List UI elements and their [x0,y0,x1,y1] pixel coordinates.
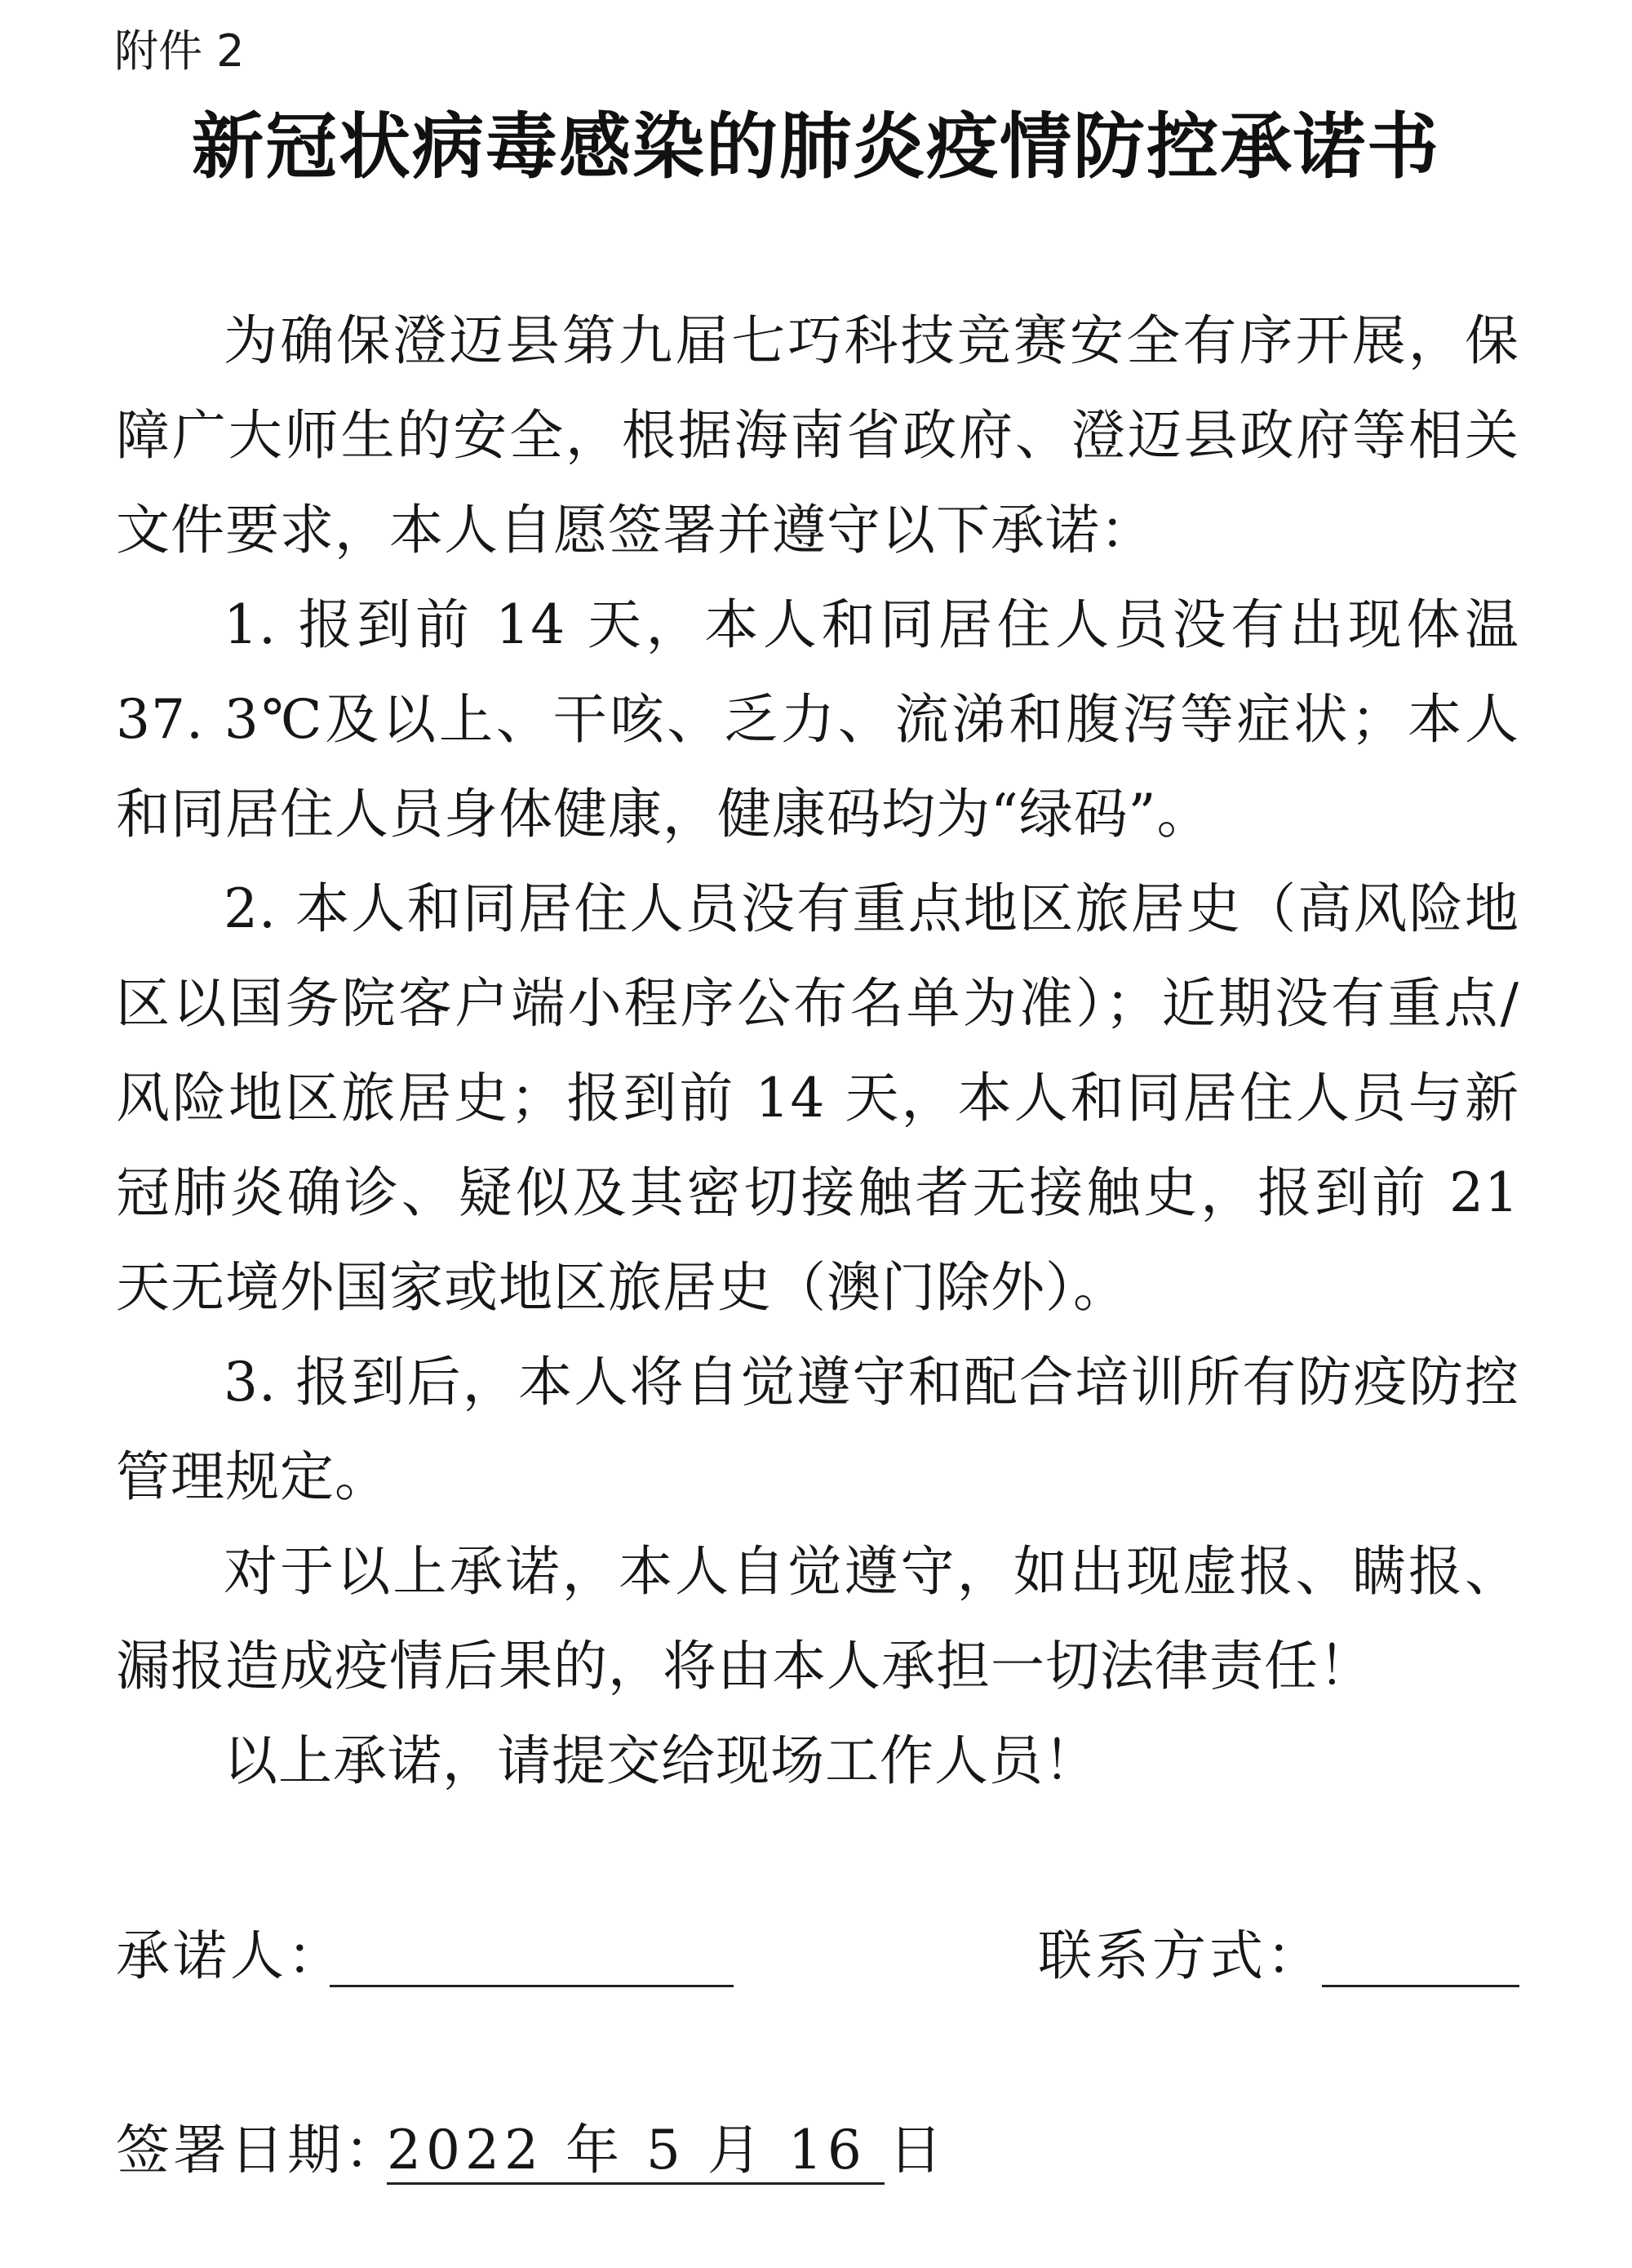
document-body [116,294,1519,1809]
liability-paragraph: 对于以上承诺，本人自觉遵守，如出现虚报、瞒报、漏报造成疫情后果的，将由本人承担一切法律责任！ [116,1540,1519,1698]
contact-blank-line[interactable] [1322,1920,1519,1987]
pledge-item-1: 1. 报到前 14 天，本人和同居住人员没有出现体温 37. 3℃及以上、干咳、乏力、流涕和腹泻等症状；本人和同居住人员身体健康，健康码均为“绿码”。 [116,593,1519,846]
pledge-item-3: 3. 报到后，本人将自觉遵守和配合培训所有防疫防控管理规定。 [116,1351,1519,1508]
pledge-item-2: 2. 本人和同居住人员没有重点地区旅居史（高风险地区以国务院客户端小程序公布名单为准）；近期没有重点/风险地区旅居史；报到前 14 天，本人和同居住人员与新冠肺炎确诊、疑似及其密切接触者无接触史，报到前 21 天无境外国家或地区旅居史（澳门除外）。 [116,877,1519,1319]
document-title: 新冠状病毒感染的肺炎疫情防控承诺书 [191,104,1440,189]
signing-date-value: 2022 年 5 月 16 日 [387,2114,885,2185]
signer-blank-line[interactable] [330,1920,734,1987]
signer-label: 承诺人： [116,1924,344,1987]
date-label: 签署日期： [116,2119,401,2181]
attachment-label: 附件 2 [114,25,245,77]
contact-label: 联系方式： [1038,1924,1324,1987]
submission-note: 以上承诺，请提交给现场工作人员！ [224,1729,1098,1792]
intro-paragraph: 为确保澄迈县第九届七巧科技竞赛安全有序开展，保障广大师生的安全，根据海南省政府、澄迈县政府等相关文件要求，本人自愿签署并遵守以下承诺： [116,309,1519,561]
